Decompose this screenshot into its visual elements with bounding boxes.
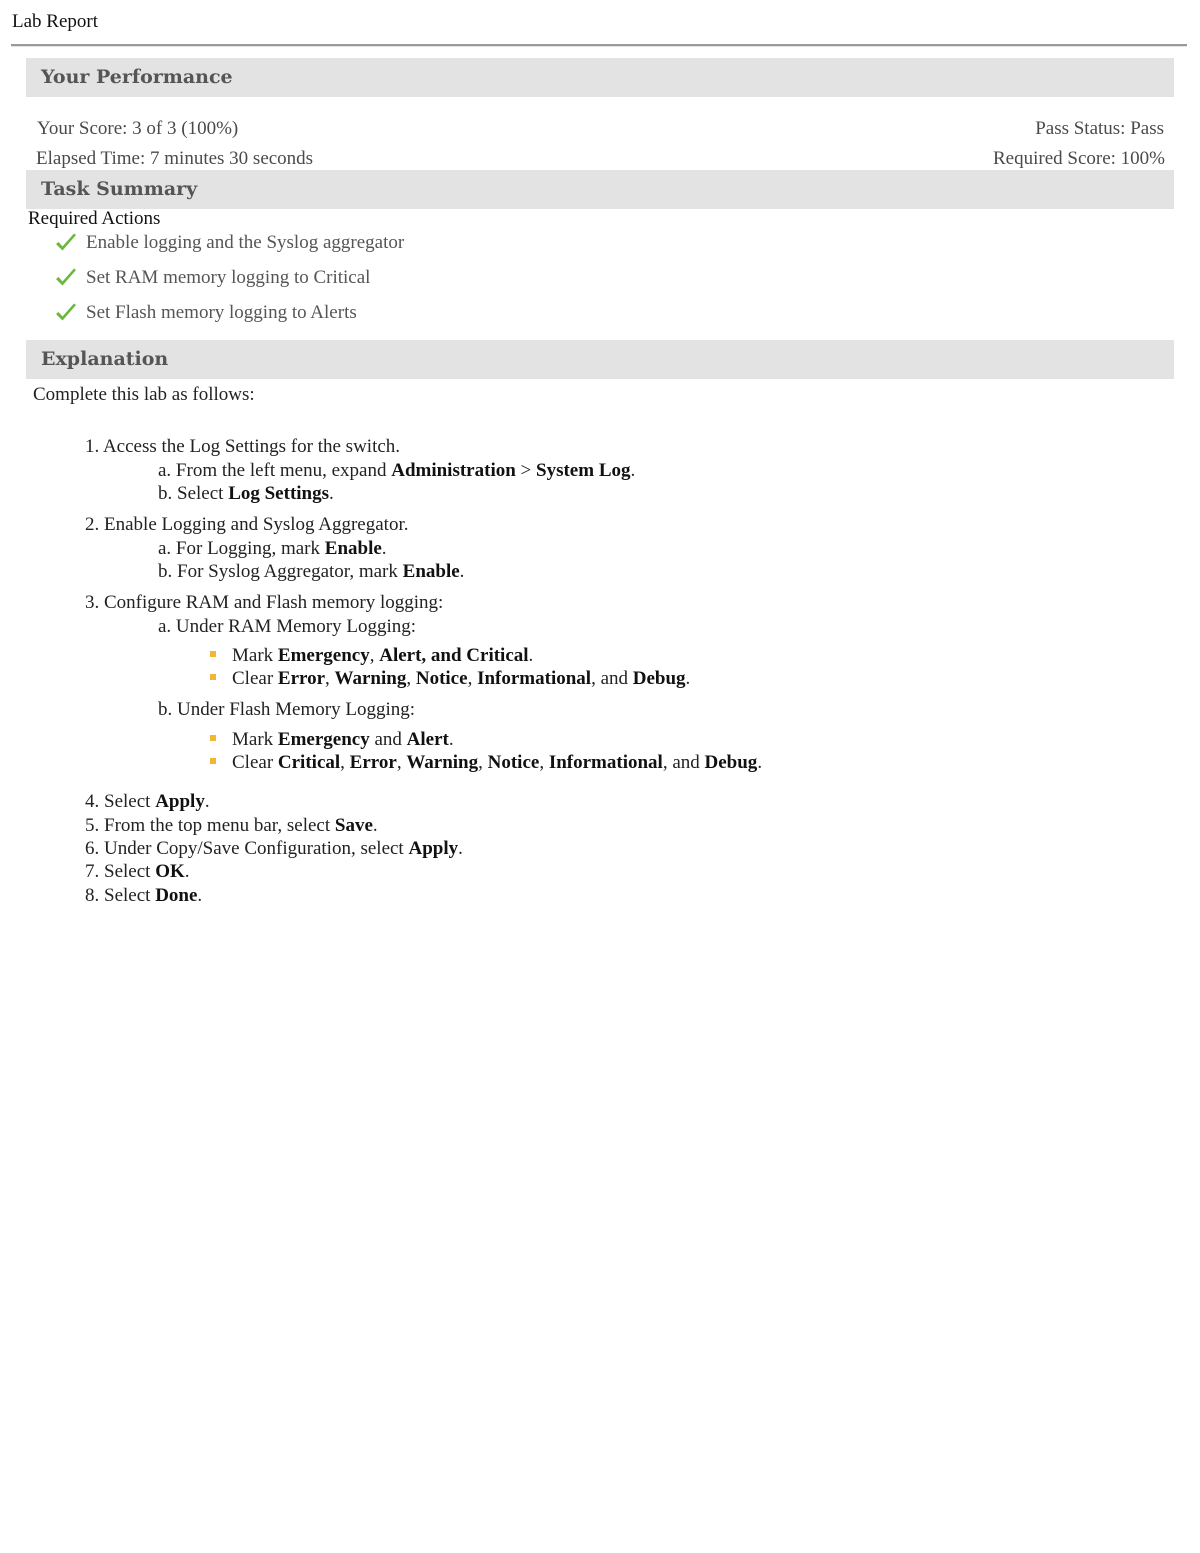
required-action-item	[54, 300, 357, 326]
score-text: Your Score: 3 of 3 (100%)	[37, 118, 239, 139]
bullet-icon	[210, 758, 216, 764]
required-action-item	[54, 230, 404, 256]
bullet-icon	[210, 735, 216, 741]
required-score-text: Required Score: 100%	[992, 148, 1165, 169]
step-3a: a. Under RAM Memory Logging:	[158, 616, 417, 637]
step-3: 3. Configure RAM and Flash memory logging:	[85, 592, 444, 613]
explanation-intro: Complete this lab as follows:	[33, 384, 255, 405]
required-action-text: Enable logging and the Syslog aggregator	[86, 232, 405, 253]
performance-header: Your Performance	[26, 58, 1174, 97]
required-action-item	[54, 265, 370, 291]
step-3a-bullet-2: Clear Error, Warning, Notice, Informational, and Debug.	[210, 668, 690, 690]
step-4: 4. Select Apply.	[85, 791, 210, 812]
title-divider	[11, 44, 1187, 47]
check-icon	[54, 301, 78, 325]
step-3b-bullet-2: Clear Critical, Error, Warning, Notice, Informational, and Debug.	[210, 752, 762, 774]
step-1a: a. From the left menu, expand Administration > System Log.	[158, 460, 636, 481]
step-3b: b. Under Flash Memory Logging:	[158, 699, 416, 720]
bullet-icon	[210, 651, 216, 657]
step-1b: b. Select Log Settings.	[158, 483, 334, 504]
check-icon	[54, 266, 78, 290]
bullet-icon	[210, 674, 216, 680]
explanation-header: Explanation	[26, 340, 1174, 379]
step-6: 6. Under Copy/Save Configuration, select Apply.	[85, 838, 463, 859]
page-title: Lab Report	[12, 11, 99, 32]
step-3b-bullet-1: Mark Emergency and Alert.	[210, 729, 454, 751]
step-3a-bullet-1: Mark Emergency, Alert, and Critical.	[210, 645, 533, 667]
required-actions-label: Required Actions	[28, 208, 161, 229]
step-2b: b. For Syslog Aggregator, mark Enable.	[158, 561, 465, 582]
elapsed-time-text: Elapsed Time: 7 minutes 30 seconds	[36, 148, 314, 169]
step-2a: a. For Logging, mark Enable.	[158, 538, 387, 559]
required-action-text: Set RAM memory logging to Critical	[86, 267, 371, 288]
pass-status-text: Pass Status: Pass	[1035, 118, 1164, 139]
step-5: 5. From the top menu bar, select Save.	[85, 815, 378, 836]
step-1: 1. Access the Log Settings for the switch.	[85, 436, 401, 457]
step-2: 2. Enable Logging and Syslog Aggregator.	[85, 514, 409, 535]
required-action-text: Set Flash memory logging to Alerts	[86, 302, 357, 323]
step-7: 7. Select OK.	[85, 861, 190, 882]
task-summary-header: Task Summary	[26, 170, 1174, 209]
check-icon	[54, 231, 78, 255]
step-8: 8. Select Done.	[85, 885, 203, 906]
